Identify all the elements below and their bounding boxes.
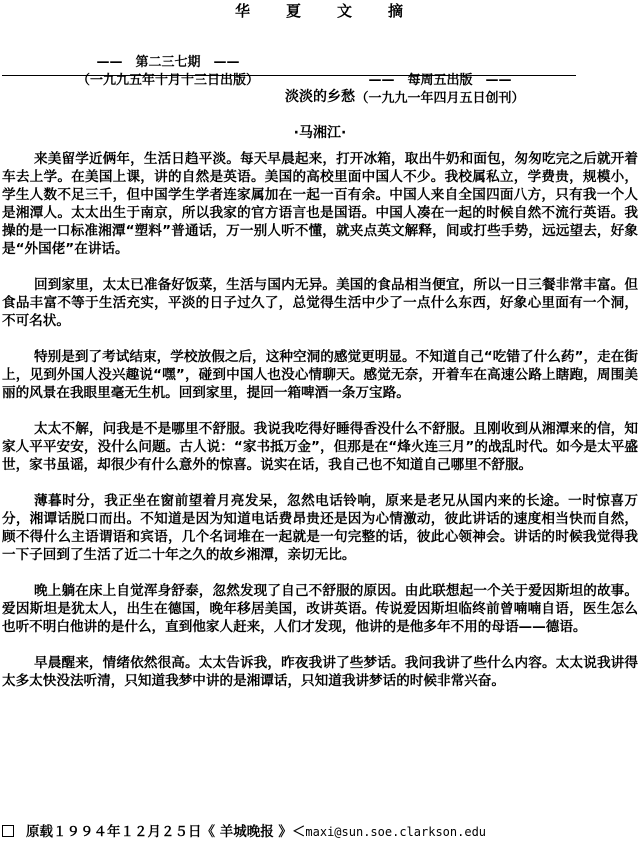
issue-date: （一九九五年十月十三日出版） [76,73,259,88]
article-title: 淡淡的乡愁 [285,89,355,105]
source-footer [2,823,638,841]
article-paragraph: 特别是到了考试结束，学校放假之后，这种空洞的感觉更明显。不知道自己“吃错了什么药”，走在街上，见到外国人没兴趣说“嘿”，碰到中国人也没心情聊天。感觉无奈，开着车在高速公路上瞎跑，周围美丽的风景在我眼里毫无生机。回到家里，提回一箱啤酒一条万宝路。 [2,349,638,401]
article-author: ·马湘江· [293,125,347,141]
issue-number: —— 第二三七期 —— [96,55,240,70]
square-bullet-icon [2,825,14,837]
article-paragraph: 太太不解，问我是不是哪里不舒服。我说我吃得好睡得香没什么不舒服。且刚收到从湘潭来的信，知家人平平安安，没什么问题。古人说：“家书抵万金”，但那是在“烽火连三月”的战乱时代。如今是太平盛世，家书虽谣，却很少有什么意外的惊喜。说实在话，我自己也不知道自己哪里不舒服。 [2,421,638,473]
article-paragraph: 薄暮时分，我正坐在窗前望着月亮发呆，忽然电话铃响，原来是老兄从国内来的长途。一时惊喜万分，湘谭话脱口而出。不知道是因为知道电话费昂贵还是因为心情激动，彼此讲话的速度相当快而自然，顾不得什么主语谓语和宾语，几个名词堆在一起就是一句完整的话，彼此心领神会。讲话的时候我觉得我一下子回到了生活了近二十年之久的故乡湘潭，亲切无比。 [2,493,638,563]
article-paragraph: 晚上躺在床上自觉浑身舒泰，忽然发现了自己不舒服的原因。由此联想起一个关于爱因斯坦的故事。爱因斯坦是犹太人，出生在德国，晚年移居美国，改讲英语。传说爱因斯坦临终前曾喃喃自语，医生怎么也听不明白他讲的是什么，直到他家人赶来，人们才发现，他讲的是他多年不用的母语——德语。 [2,583,638,635]
article-paragraph: 早晨醒来，情绪依然很高。太太告诉我，昨夜我讲了些梦话。我问我讲了些什么内容。太太说我讲得太多太快没法听清，只知道我梦中讲的是湘谭话，只知道我讲梦话的时候非常兴奋。 [2,655,638,689]
article-paragraph: 回到家里，太太已准备好饭菜，生活与国内无异。美国的食品相当便宜，所以一日三餐非常丰富。但食品丰富不等于生活充实，平淡的日子过久了，总觉得生活中少了一点什么东西，好象心里面有一个洞，不可名状。 [2,277,638,329]
article-body [2,150,638,708]
source-note: 原载１９９４年１２月２５日《 羊城晚报 》＜ [26,824,306,840]
author-email[interactable]: maxi@sun.soe.clarkson.edu [305,825,487,839]
article-paragraph: 来美留学近俩年，生活日趋平淡。每天早晨起来，打开冰箱，取出牛奶和面包，匆匆吃完之后就开着车去上学。在美国上课，讲的自然是英语。美国的高校里面中国人不少。我校属私立，学费贵，规模小，学生人数不足三千，但中国学生学者连家属加在一起一百有余。中国人来自全国四面八方，只有我一个人是湘潭人。太太出生于南京，所以我家的官方语言也是国语。中国人凑在一起的时候自然不流行英语。我操的是一口标准湘潭“塑料”普通话，万一别人听不懂，就夹点英文解释，间或打些手势，远远望去，好象是“外国佬”在讲话。 [2,151,638,257]
header-divider [2,75,576,76]
publication-frequency: —— 每周五出版 —— [368,73,512,88]
masthead-title: 华 夏 文 摘 [234,2,405,20]
founded-date: （一九九一年四月五日创刊） [355,91,525,106]
